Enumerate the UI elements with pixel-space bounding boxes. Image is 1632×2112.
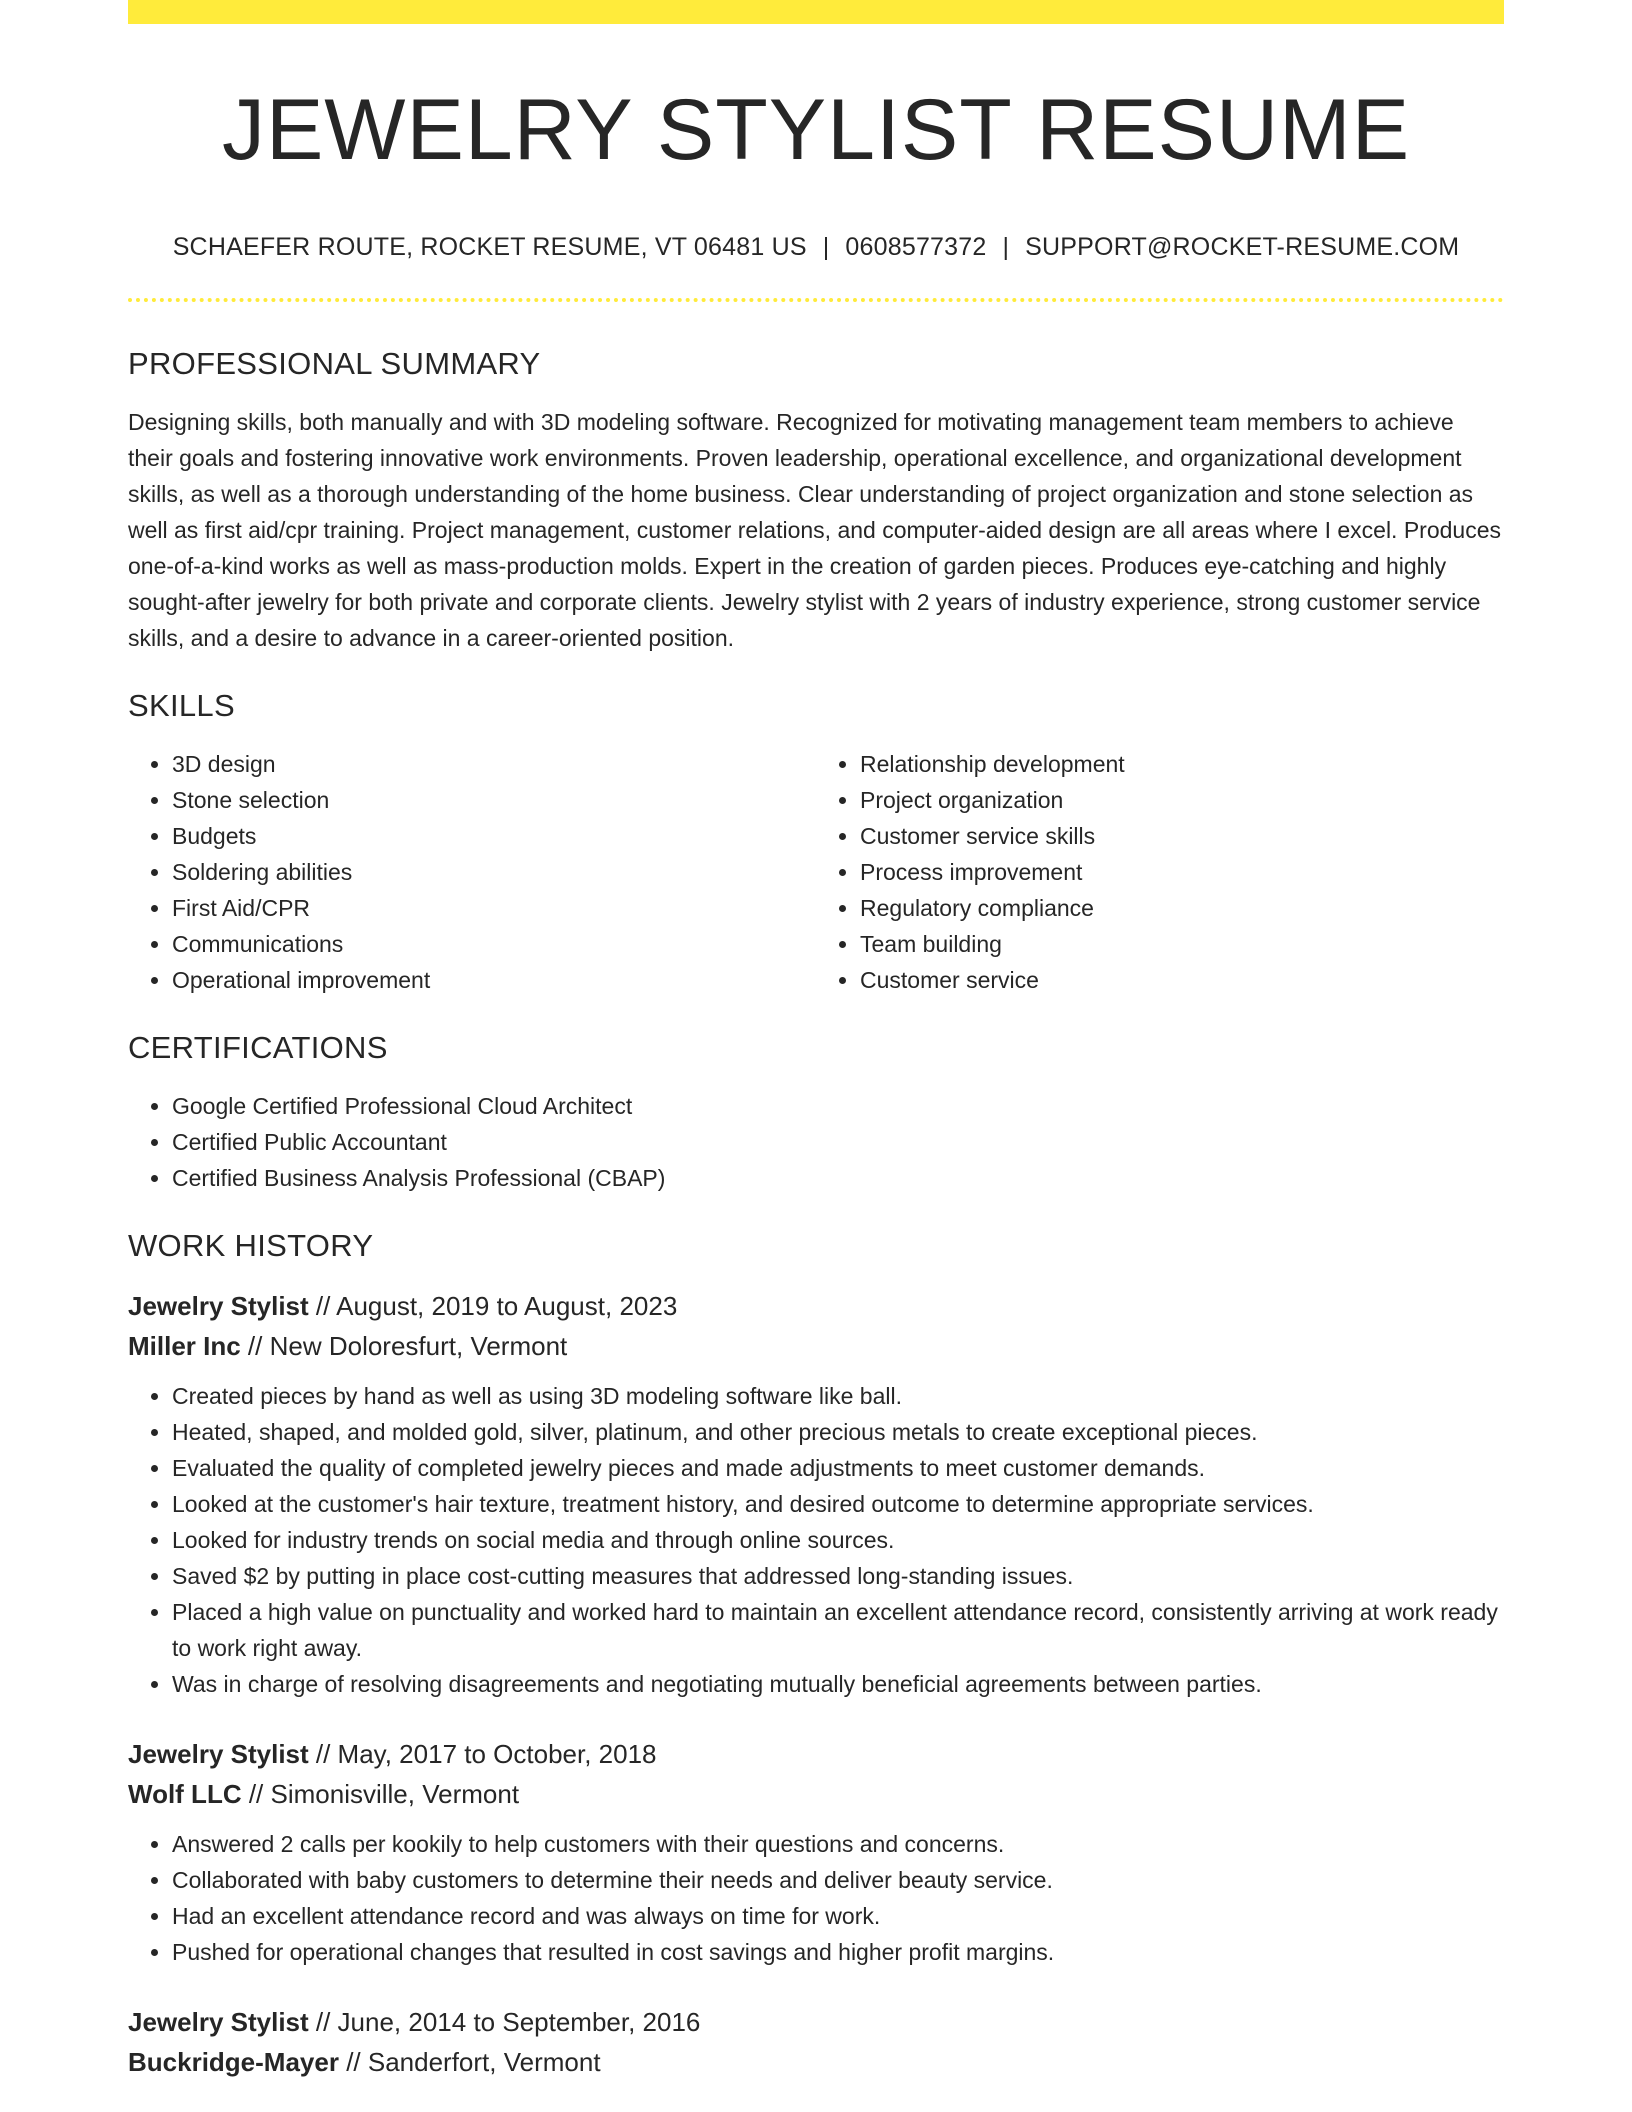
job-title: Jewelry Stylist <box>128 2007 309 2037</box>
job-bullet: • Collaborated with baby customers to determine their needs and deliver beauty service. <box>172 1862 1504 1898</box>
certification-item: • Certified Business Analysis Professional (CBAP) <box>172 1160 1504 1196</box>
job-company-line <box>128 1774 1504 1814</box>
skill-item: • Stone selection <box>172 782 816 818</box>
job-bullet: • Looked at the customer's hair texture, treatment history, and desired outcome to determine appropriate services. <box>172 1486 1504 1522</box>
contact-address: SCHAEFER ROUTE, ROCKET RESUME, VT 06481 US <box>172 233 807 261</box>
job-company: Buckridge-Mayer <box>128 2047 339 2077</box>
job-company-line <box>128 1326 1504 1366</box>
job-entry <box>128 2002 1504 2082</box>
job-title: Jewelry Stylist <box>128 1291 309 1321</box>
job-bullet: • Had an excellent attendance record and was always on time for work. <box>172 1898 1504 1934</box>
skills-list-right <box>816 746 1504 998</box>
job-dates: // May, 2017 to October, 2018 <box>308 1739 657 1769</box>
certification-item: • Google Certified Professional Cloud Architect <box>172 1088 1504 1124</box>
job-title-line <box>128 1734 1504 1774</box>
job-bullet: • Created pieces by hand as well as using 3D modeling software like ball. <box>172 1378 1504 1414</box>
contact-line <box>128 230 1504 264</box>
job-company: Wolf LLC <box>128 1779 242 1809</box>
job-bullet: • Evaluated the quality of completed jewelry pieces and made adjustments to meet customer demands. <box>172 1450 1504 1486</box>
skills-list-left <box>128 746 816 998</box>
skill-item: • Budgets <box>172 818 816 854</box>
contact-separator: | <box>822 233 830 261</box>
job-company-line <box>128 2042 1504 2082</box>
certification-item: • Certified Public Accountant <box>172 1124 1504 1160</box>
section-title-certifications: CERTIFICATIONS <box>128 1030 388 1065</box>
section-title-summary: PROFESSIONAL SUMMARY <box>128 346 541 381</box>
job-company: Miller Inc <box>128 1331 241 1361</box>
contact-phone: 0608577372 <box>845 233 987 261</box>
skill-item: • Regulatory compliance <box>860 890 1504 926</box>
job-dates: // June, 2014 to September, 2016 <box>308 2007 701 2037</box>
skill-item: • Relationship development <box>860 746 1504 782</box>
job-dates: // August, 2019 to August, 2023 <box>308 1291 678 1321</box>
resume-title: JEWELRY STYLIST RESUME <box>221 82 1411 178</box>
job-bullet: • Placed a high value on punctuality and worked hard to maintain an excellent attendance record, consistently arriving at work ready to work right away. <box>172 1594 1504 1666</box>
work-history-list <box>128 1286 1504 2082</box>
job-location: // Simonisville, Vermont <box>241 1779 520 1809</box>
contact-separator: | <box>1002 233 1010 261</box>
skill-item: • Customer service <box>860 962 1504 998</box>
job-bullet: • Answered 2 calls per kookily to help customers with their questions and concerns. <box>172 1826 1504 1862</box>
skill-item: • 3D design <box>172 746 816 782</box>
skill-item: • Project organization <box>860 782 1504 818</box>
skill-item: • Soldering abilities <box>172 854 816 890</box>
dotted-divider <box>128 298 1504 302</box>
resume-content <box>128 0 1504 2082</box>
job-bullet: • Looked for industry trends on social media and through online sources. <box>172 1522 1504 1558</box>
job-bullet-list <box>128 1826 1504 1970</box>
job-location: // Sanderfort, Vermont <box>338 2047 601 2077</box>
skill-item: • Operational improvement <box>172 962 816 998</box>
certifications-list <box>128 1088 1504 1196</box>
job-bullet: • Saved $2 by putting in place cost-cutting measures that addressed long-standing issues. <box>172 1558 1504 1594</box>
summary-paragraph: Designing skills, both manually and with 3D modeling software. Recognized for motivating management team members to achieve their goals and fostering innovative work environments. Proven leadership, operational excellence, and organizational development skills, as well as a thorough understanding of the home business. Clear understanding of project organization and stone selection as well as first aid/cpr training. Project management, customer relations, and computer-aided design are all areas where I excel. Produces one-of-a-kind works as well as mass-production molds. Expert in the creation of garden pieces. Produces eye-catching and highly sought-after jewelry for both private and corporate clients. Jewelry stylist with 2 years of industry experience, strong customer service skills, and a desire to advance in a career-oriented position. <box>128 409 1502 651</box>
job-entry <box>128 1286 1504 1702</box>
skill-item: • Team building <box>860 926 1504 962</box>
skill-item: • First Aid/CPR <box>172 890 816 926</box>
job-title-line <box>128 1286 1504 1326</box>
contact-email: SUPPORT@ROCKET-RESUME.COM <box>1025 233 1460 261</box>
skill-item: • Process improvement <box>860 854 1504 890</box>
job-bullet-list <box>128 1378 1504 1702</box>
job-title: Jewelry Stylist <box>128 1739 309 1769</box>
skill-item: • Customer service skills <box>860 818 1504 854</box>
job-bullet: • Heated, shaped, and molded gold, silver, platinum, and other precious metals to create exceptional pieces. <box>172 1414 1504 1450</box>
job-location: // New Doloresfurt, Vermont <box>240 1331 568 1361</box>
job-bullet: • Pushed for operational changes that resulted in cost savings and higher profit margins. <box>172 1934 1504 1970</box>
job-entry <box>128 1734 1504 1970</box>
job-title-line <box>128 2002 1504 2042</box>
job-bullet: • Was in charge of resolving disagreements and negotiating mutually beneficial agreements between parties. <box>172 1666 1504 1702</box>
skill-item: • Communications <box>172 926 816 962</box>
section-title-skills: SKILLS <box>128 688 235 723</box>
section-title-work-history: WORK HISTORY <box>128 1228 374 1263</box>
skills-grid <box>128 746 1504 998</box>
